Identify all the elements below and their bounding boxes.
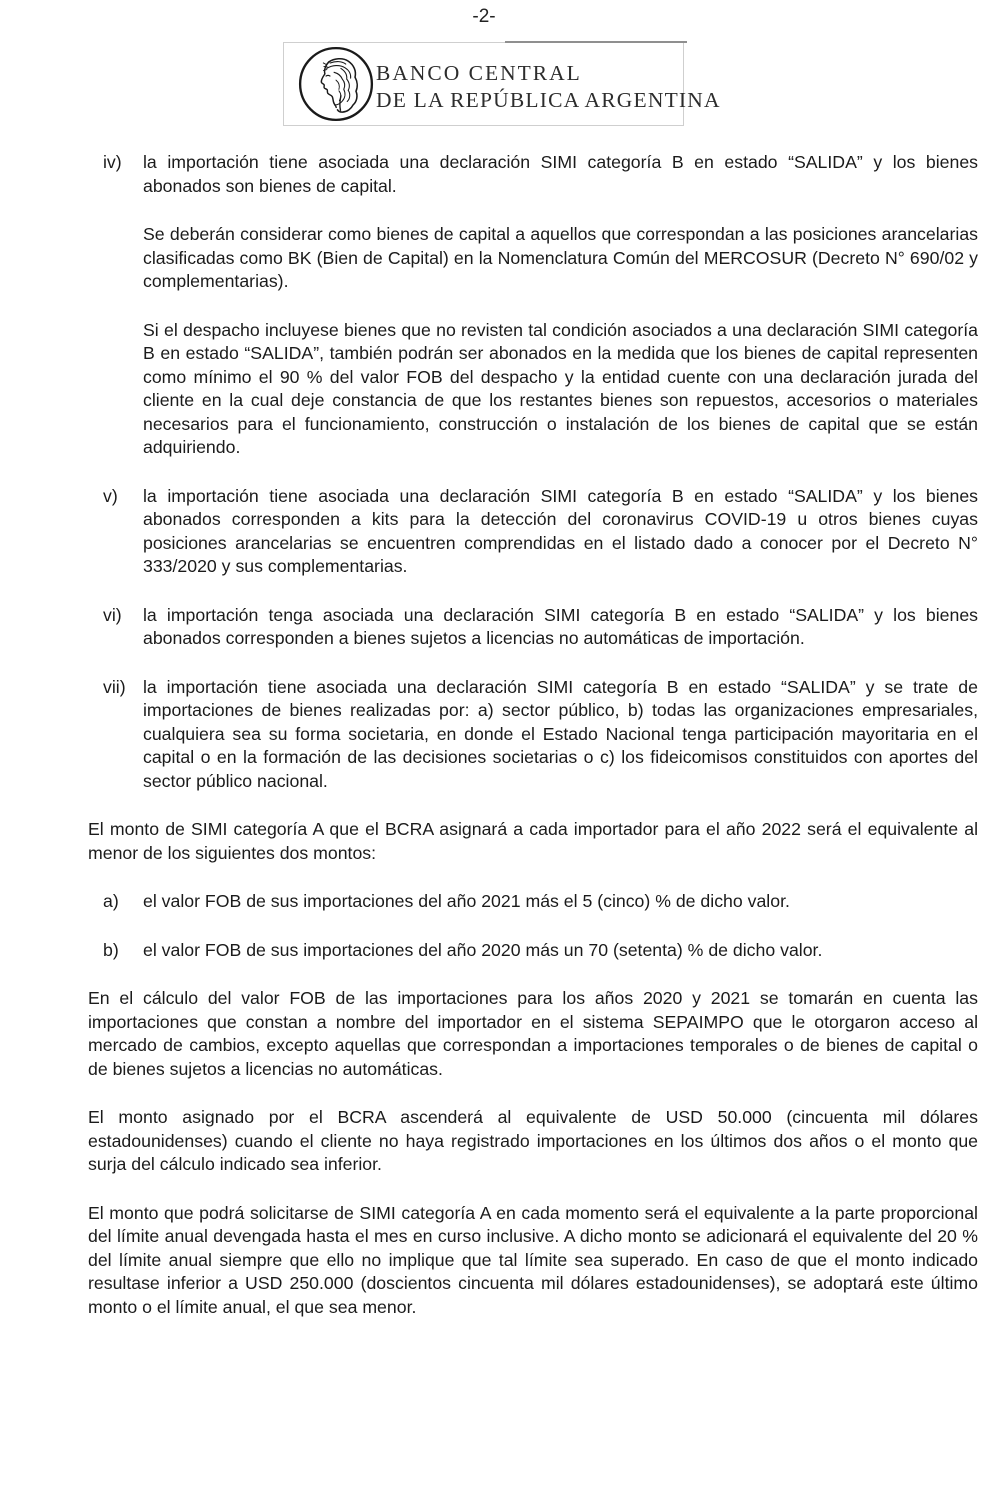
paragraph-usd-50000-floor: El monto asignado por el BCRA ascenderá al equivalente de USD 50.000 (cincuenta mil dólares estadounidenses) cuando el cliente no haya registrado importaciones en los últimos dos años o el monto que surja del cálculo indicado sea inferior. — [88, 1107, 978, 1174]
list-marker: iv) — [103, 152, 122, 172]
list-marker: vii) — [103, 676, 126, 697]
list-item-vii — [88, 676, 978, 794]
list-item-text: el valor FOB de sus importaciones del año 2020 más un 70 (setenta) % de dicho valor. — [143, 939, 823, 960]
page-number: -2- — [472, 6, 496, 27]
bcra-logo — [283, 42, 721, 126]
paragraph-monthly-proportional-limit: El monto que podrá solicitarse de SIMI categoría A en cada momento será el equivalente a la parte proporcional del límite anual devengada hasta el mes en curso inclusive. A dicho monto se adicionará el equivalente del 20 % del límite anual siempre que ello no implique que tal límite sea superado. En caso de que el monto indicado resultase inferior a USD 250.000 (doscientos cincuenta mil dólares estadounidenses), se adoptará este último monto o el límite anual, el que sea menor. — [88, 1202, 978, 1317]
paragraph-capital-goods-definition: Se deberán considerar como bienes de capital a aquellos que correspondan a las posiciones arancelarias clasificadas como BK (Bien de Capital) en la Nomenclatura Común del MERCOSUR (Decreto N° 690/02 y complementarias). — [143, 224, 978, 291]
list-item-v — [88, 485, 978, 579]
list-item-text: la importación tiene asociada una declaración SIMI categoría B en estado “SALIDA” y se trate de importaciones de bienes realizadas por: a) sector público, b) todas las organizaciones empresariales, cualquiera sea su forma societaria, en donde el Estado Nacional tenga participación mayoritaria en el capital o en la formación de las decisiones societarias o c) los fideicomisos constituidos con aportes del sector público nacional. — [143, 676, 978, 791]
list-item-vi — [88, 604, 978, 651]
list-item-text: la importación tiene asociada una declaración SIMI categoría B en estado “SALIDA” y los bienes abonados son bienes de capital. — [143, 152, 978, 196]
list-item-text: la importación tenga asociada una declaración SIMI categoría B en estado “SALIDA” y los bienes abonados corresponden a bienes sujetos a licencias no automáticas de importación. — [143, 604, 978, 648]
bank-name — [376, 60, 721, 114]
paragraph-mixed-shipment-rule: Si el despacho incluyese bienes que no revisten tal condición asociados a una declaración SIMI categoría B en estado “SALIDA”, también podrán ser abonados en la medida que los bienes de capital representen como mínimo el 90 % del valor FOB del despacho y la entidad cuente con una declaración jurada del cliente en la cual deje constancia de que los restantes bienes son repuestos, accesorios o materiales necesarios para el funcionamiento, construcción o instalación de los bienes de capital que se están adquiriendo. — [143, 319, 978, 457]
bank-name-line2: DE LA REPÚBLICA ARGENTINA — [376, 88, 721, 112]
liberty-head-profile-icon — [297, 45, 375, 123]
list-item-a — [88, 890, 978, 914]
list-item-text: la importación tiene asociada una declaración SIMI categoría B en estado “SALIDA” y los bienes abonados corresponden a kits para la detección del coronavirus COVID-19 u otros bienes cuyas posiciones arancelarias se encuentren comprendidas en el listado dado a conocer por el Decreto N° 333/2020 y sus complementarias. — [143, 485, 978, 576]
list-item-text: el valor FOB de sus importaciones del año 2021 más el 5 (cinco) % de dicho valor. — [143, 891, 790, 911]
list-marker: vi) — [103, 604, 122, 625]
paragraph-fob-calculation: En el cálculo del valor FOB de las importaciones para los años 2020 y 2021 se tomarán en cuenta las importaciones que constan a nombre del importador en el sistema SEPAIMPO que le otorgaron acceso al mercado de cambios, excepto aquellas que correspondan a importaciones temporales o de bienes de capital o de bienes sujetos a licencias no automáticas. — [88, 988, 978, 1079]
bank-name-line1: BANCO CENTRAL — [376, 61, 582, 85]
list-marker: v) — [103, 485, 118, 506]
list-item-iv — [88, 151, 978, 198]
list-marker: a) — [103, 891, 119, 911]
list-marker: b) — [103, 939, 119, 960]
list-item-b — [88, 939, 978, 963]
paragraph-simi-a-limit-2022: El monto de SIMI categoría A que el BCRA asignará a cada importador para el año 2022 será el equivalente al menor de los siguientes dos montos: — [88, 819, 978, 863]
document-body — [88, 151, 978, 1319]
